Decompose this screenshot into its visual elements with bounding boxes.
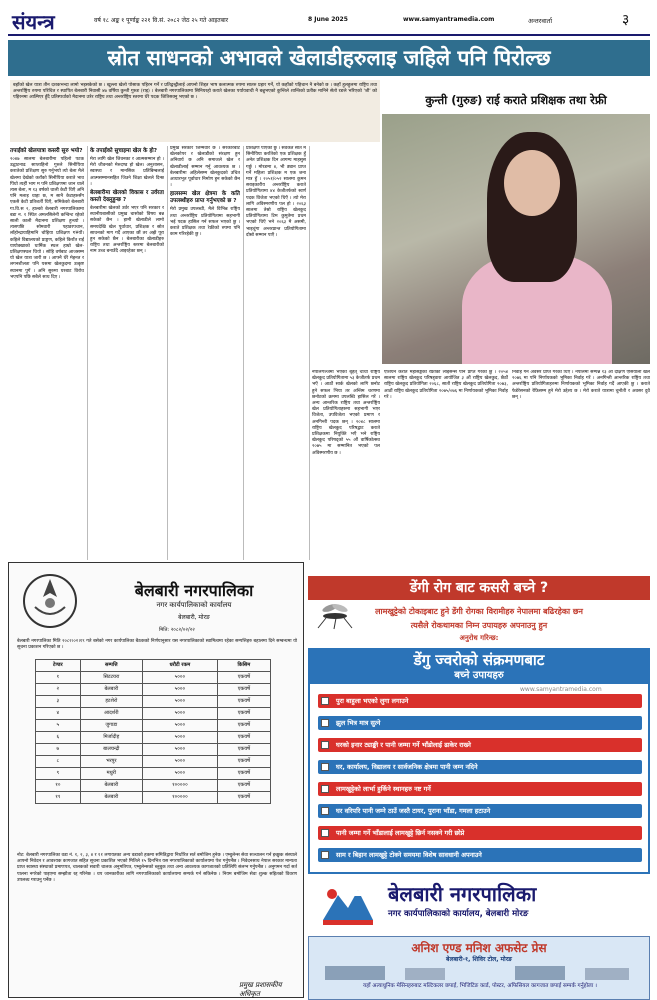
dengue-tip bbox=[318, 848, 642, 862]
table-cell: ६ bbox=[36, 732, 81, 744]
page-number: ३ bbox=[622, 12, 630, 28]
table-cell: बेलबारी bbox=[80, 792, 142, 804]
column-text: निर्वाह गर्ने अवसर प्राप्त गरेको थिएँ । नेपालमा सम्पन्न १३ औं दक्षिण एसियाली खेल २०७६ मा पनि निर्णायकको भूमिका निर्वाह गरें । अनगिन्ती आन्तरिक राष्ट्रिय तथा अन्तर्राष्ट्रिय प्रतियोगिताहरुमा निर्णायकको भूमिका निर्वाह गर्दै आएकी छु । कराते फेडेरेसनको रेफ्रिसम्म हुने मेरो उद्देश्य छ । मेरो कराते यात्रामा चुनौती र अवसर दुवै छन् । bbox=[512, 370, 650, 400]
table-cell: ८ bbox=[36, 756, 81, 768]
table-row bbox=[36, 756, 271, 768]
table-cell: भरपुर bbox=[80, 756, 142, 768]
table-cell: ५००० bbox=[142, 756, 217, 768]
belbari-banner-title: बेलबारी नगरपालिका bbox=[388, 882, 537, 906]
question-heading: बेलबारीमा खेलको विकास र उर्वरता कस्तो देख्नुहुन्छ ? bbox=[90, 190, 164, 204]
dengue-tip bbox=[318, 694, 642, 708]
photo-caption: कुन्ती (गुरुङ) राई कराते प्रशिक्षक तथा रेफ्री bbox=[425, 93, 607, 107]
belbari-banner-subtitle: नगर कार्यपालिकाको कार्यालय, बेलबारी मोरङ bbox=[388, 909, 529, 919]
interviewee-photo bbox=[382, 114, 650, 364]
table-cell: ५००० bbox=[142, 684, 217, 696]
dengue-request: अनुरोध गरिन्छ: bbox=[459, 634, 499, 642]
dengue-tip bbox=[318, 760, 642, 774]
dengue-tip-text: पानी जम्मा गर्ने भाँडालाई लामखुट्टे छिर्न नसक्ने गरी छोप्ने bbox=[336, 829, 465, 837]
checkbox-icon bbox=[321, 807, 329, 815]
table-cell: बेलबारी bbox=[80, 684, 142, 696]
table-cell: ५००० bbox=[142, 720, 217, 732]
table-cell: एकवर्षे bbox=[217, 756, 270, 768]
table-cell: एकवर्षे bbox=[217, 732, 270, 744]
checkbox-icon bbox=[321, 741, 329, 749]
table-header: टेण्डर bbox=[36, 660, 81, 672]
table-cell: ५००० bbox=[142, 696, 217, 708]
checkbox-icon bbox=[321, 697, 329, 705]
article-column-1 bbox=[10, 146, 84, 560]
checkbox-icon bbox=[321, 719, 329, 727]
notice-footer: नोट: बेलबारी नगरपालिका वडा नं. १, २, ३, ४ र ११ लगायतका अन्य वडाको हकमा समितिद्वारा निर्धारित सर्त बमोजिम हुनेछ । एम्बुलेन्स सेवा सञ्चालन गर्न इच्छुक संस्थाले आफ्नो निवेदन र आवश्यक कागजात सहित सूचना प्रकाशित भएको मितिले १५ दिनभित्र यस नगरपालिकाको कार्यालयमा पेश गर्नुपर्नेछ । निवेदनसाथ नेपाल सरकार मान्यता प्राप्त स्वास्थ्य संस्थाको प्रमाणपत्र, चालकको सवारी चालक अनुमतिपत्र, एम्बुलेन्सको ब्लुबुक तथा अन्य आवश्यक कागजातको प्रतिलिपि संलग्न गर्नुपर्नेछ । अनुगमन गर्दा सर्त पालना नगरेको पाइएमा सम्झौता रद्द गरिनेछ । थप जानकारीका लागि नगरपालिकाको कार्यालयमा सम्पर्क गर्न सकिनेछ । नियम बमोजिम सेवा शुल्क सहितको विवरण उपलब्ध गराउनु पर्नेछ । bbox=[17, 853, 297, 883]
table-cell: एकवर्षे bbox=[217, 744, 270, 756]
article-column-3 bbox=[170, 146, 240, 560]
printing-machine-icon bbox=[315, 964, 645, 981]
press-address: बेलबारी-१, शिविर टोल, मोरङ bbox=[446, 956, 512, 963]
dengue-tip bbox=[318, 804, 642, 818]
table-row bbox=[36, 768, 271, 780]
table-cell: ५००० bbox=[142, 768, 217, 780]
dengue-advice: त्यसैले रोकथामका निम्न उपायहरु अपनाउनु हुन bbox=[410, 621, 548, 630]
masthead bbox=[8, 6, 650, 36]
dengue-tip-text: लामखुट्टेको लार्भा हुर्किने स्थानहरु नष्ट गर्ने bbox=[336, 785, 431, 793]
table-row bbox=[36, 732, 271, 744]
question-heading: तपाईको खेलयात्रा कसरी सुरु भयो? bbox=[10, 148, 83, 154]
table-row bbox=[36, 792, 271, 804]
table-cell: मिर्जादीह bbox=[80, 732, 142, 744]
dengue-tip bbox=[318, 782, 642, 796]
checkbox-icon bbox=[321, 851, 329, 859]
notice-signature: प्रमुख प्रशासकीय अधिकृत bbox=[239, 981, 282, 998]
dengue-tip-text: झुल भित्र मात्र सुत्ने bbox=[336, 719, 381, 727]
notice-table bbox=[35, 659, 271, 804]
table-cell: एकवर्षे bbox=[217, 780, 270, 792]
dengue-tip-text: घर वरिपरि पानी जम्ने ठाउँ जस्तै टायर, पुराना भाँडा, गमला हटाउने bbox=[336, 807, 491, 815]
table-header: किसिम bbox=[217, 660, 270, 672]
dengue-tip-text: पुरा बाहुला भएको लुगा लगाउने bbox=[336, 697, 409, 705]
table-cell: १००००० bbox=[142, 780, 217, 792]
article-headline: स्रोत साधनको अभावले खेलाडीहरुलाइ जहिले पनि पिरोल्छ bbox=[8, 40, 650, 76]
table-cell: ५००० bbox=[142, 708, 217, 720]
checkbox-icon bbox=[321, 763, 329, 771]
table-cell: एकवर्षे bbox=[217, 684, 270, 696]
municipality-logo-icon bbox=[318, 880, 378, 930]
dengue-title: डेंगी रोग बाट कसरी बच्ने ? bbox=[308, 576, 650, 600]
municipality-notice bbox=[8, 562, 304, 998]
table-cell: ७ bbox=[36, 744, 81, 756]
dengue-tips-subtitle: बच्ने उपायहरु bbox=[454, 670, 504, 681]
column-text: २०४७ सालमा बेलबारीमा पहिलो पटक उद्घाटनाढ साप्ताहिनो गुरुले सिनीयिया करातेको प्रशिक्षण सुरु गर्नुभयो त्यो बेला मैले खेलमा देखेको कराँको सिनीयिया कराते भाव पिंधो त्यहीं भाग म पनि प्रशिक्षणमा जान थालें त्यस बेला, म १३ वर्षको थाली केटी थिएँ अनि पनि मलाइ थाहा छ, म सानै केटाहरुसँग एकसै केटी प्रतिशर्ती थिएँ, समिकेको बेलबारी गा.वि.स २, हाल्को बेलबारी नगरपालिकामा बडा न. १ स्थित अमलसिलेनी कन्विन्ट रहेको साली काली मैदानमा प्रशिक्षण हुन्थ्यो । त्यसपछि सोमवारी पहाडरपचान, लाँहोन्द्रायाहिमानि चोहिया प्रशिक्षण ग¥यौं। कहिले विद्यालयको प्राङ्गण, कहिले किराँत राई यायोक्खाको धार्मिक स्थल हाम्रो खेल-प्रशिक्षणस्थल थियो । सोहि वर्षबाट आजसम्म यो खेल यात्रा जारी छ । आफ्नै धेरै मेहनत र लगनशीलता पनि यसमा खेलकुदमा उत्कृष्ट स्थानमा पुगें । अनि सुरुमा घरबाट विरोध भएपनि पछि सबैले साथ दिए । bbox=[10, 157, 84, 280]
table-cell: १००००० bbox=[142, 792, 217, 804]
table-cell: मधुरी bbox=[80, 768, 142, 780]
table-cell: बालचन्द्री bbox=[80, 744, 142, 756]
table-cell: ५००० bbox=[142, 732, 217, 744]
press-title: अनिश एण्ड मनिश अफसेट प्रेस bbox=[411, 941, 547, 955]
table-cell: जुगाडा bbox=[80, 720, 142, 732]
table-cell: ५००० bbox=[142, 672, 217, 684]
dengue-tips-header bbox=[310, 650, 648, 684]
table-cell: आदर्शरी bbox=[80, 708, 142, 720]
article-column-5 bbox=[312, 370, 380, 560]
dengue-tips-title: डेंगु ज्वरोको संक्रमणबाट bbox=[413, 651, 545, 669]
table-cell: एकवर्षे bbox=[217, 768, 270, 780]
table-row bbox=[36, 672, 271, 684]
table-cell: ११ bbox=[36, 792, 81, 804]
column-text: बेलबारीमा खेलको उर्वर भएर पनि सरकार र स्थानीयबासीको प्रमुख चासोको विषय बन्न सकेको छैन । हामी खेलाडीले लामो समयदेखि खेल पूर्वाधार, प्रशिक्षक र स्रोत साधनको माग गर्दै आएका छौं तर अझै पूरा हुन सकेको छैन । बेलबारीका खेलाडीहरु राष्ट्रिय तथा अन्तर्राष्ट्रिय स्तरमा बेलबारीको नाम उच्च बनाउँदै आइरहेका छन् । bbox=[90, 206, 164, 255]
table-cell: ९ bbox=[36, 768, 81, 780]
column-text: प्रमुख सरकार जिम्मेवार छ । सरकारबाट खेलकोपर र खेलाडीको संरक्षण हुन अनिवार्य छ अनि समाजले खेल र खेलाडीलाई सम्मान गर्नु आवश्यक छ । बेलबारीमा अहिलेसम्म खेलकुदको उचित आधारभूत पूर्वाधार निर्माण हुन सकेको छैन । bbox=[170, 146, 240, 189]
article-column-6 bbox=[384, 370, 508, 560]
table-row bbox=[36, 744, 271, 756]
question-heading: हालसम्म खेल क्षेत्रमा के कति उपलब्धीहरु प्राप्त गर्नुभएको छ ? bbox=[170, 191, 240, 205]
checkbox-icon bbox=[321, 785, 329, 793]
table-cell: एकवर्षे bbox=[217, 696, 270, 708]
column-text: प्रशिक्षण पाएको छु । सर्वकत सात म सिनीयिया कराँतेको एक प्रशिक्षक हुँ अनेत प्रशिक्षक दिन आगम्य माहसुस गर्छु । मोरङमा ४, भी ड्यान प्राप्त गर्ने महिला प्रशिक्षक म एक जना मात्र हुँ । २०५१/०५२ सालमा कुमन सराइकारीय अन्तर्राष्ट्रिय कराते प्रतियोगितामा ४४ केजीतर्फको स्वर्ण पदक विजेता भएको थिएँ । त्यो मेरा लागि अविस्मरणीय पल हो । २०६३ सालमा तेस्रो राष्ट्रिय खेलकुद प्रतियोगितामा टिम कुमुतेमा प्रथम भएको थिएँ भने २०६३ मै असमी, भाइचुंगा अन्तरप्रान्त प्रतियोगितामा दोस्रो सम्मान पाएँ । bbox=[246, 146, 306, 238]
dengue-warning: लामखुट्टेको टोकाइबाट हुने डेंगी रोगका विरामीहरु नेपालमा बढिरहेका छन bbox=[375, 607, 583, 616]
issue-info: वर्ष १८ अङ्क १ पूर्णाङ्क २२१ वि.सं. २०८२ जेठ २५ गते आइतबार bbox=[94, 17, 229, 24]
table-cell: एकवर्षे bbox=[217, 792, 270, 804]
dengue-tip bbox=[318, 716, 642, 730]
newspaper-logo: संयन्त्र bbox=[12, 10, 55, 34]
dengue-tip-text: साम र बिहान लामखुट्टे टोक्ने समयमा विशेष सावधानी अपनाउने bbox=[336, 851, 482, 859]
table-cell: एकवर्षे bbox=[217, 672, 270, 684]
article-intro bbox=[10, 80, 380, 142]
issue-date: 8 June 2025 bbox=[308, 16, 348, 23]
table-cell: एकवर्षे bbox=[217, 720, 270, 732]
dengue-tip bbox=[318, 738, 642, 752]
watermark-site: www.samyantramedia.com bbox=[520, 686, 602, 693]
notice-date: मिति: २०८२/०२/२२ bbox=[159, 627, 195, 633]
notice-intro: बेलबारी नगरपालिका मिति २०८२।०२।१९ गते बसेको नगर कार्यपालिका बैठकको निर्णयानुसार यस नगरपालिकाको स्वामित्वमा रहेका सम्पत्तिहरु बहालमा दिने सम्बन्धमा यो सूचना प्रकाशन गरिएको छ । bbox=[17, 639, 297, 651]
table-row bbox=[36, 780, 271, 792]
dengue-tip-text: घरको इनार ट्याङ्की र पानी जम्मा गर्ने भाँडोलाई ढाकेर राख्ने bbox=[336, 741, 471, 749]
table-cell: १ bbox=[36, 672, 81, 684]
table-row bbox=[36, 684, 271, 696]
article-column-2 bbox=[90, 146, 164, 560]
table-row bbox=[36, 696, 271, 708]
checkbox-icon bbox=[321, 829, 329, 837]
column-text: मेरो प्रमुख उपलब्धी, मैले विभिन्न राष्ट्रिय तथा अन्तर्राष्ट्रिय प्रतियोगितामा सहभागी भई पदक हासिल गर्न सफल भएको छु । कराते प्रशिक्षक तथा रेफ्रीको रुपमा पनि काम गरिरहेकी छु । bbox=[170, 207, 240, 238]
notice-office: नगर कार्यपालिकाको कार्यालय bbox=[156, 601, 232, 609]
table-cell: ४ bbox=[36, 708, 81, 720]
nepal-emblem-icon bbox=[21, 571, 79, 631]
table-row bbox=[36, 708, 271, 720]
table-cell: सिटटयरा bbox=[80, 672, 142, 684]
article-column-4 bbox=[246, 146, 306, 560]
table-cell: १० bbox=[36, 780, 81, 792]
table-header: सम्पत्ति bbox=[80, 660, 142, 672]
column-text: मेरा लागि खेल जिवनका र आत्मसम्मान हो । मेरो जीवनको मेरुदण्ड हो खेल। अनुशासन, स्वास्थ्य र मानसिक प्रतिबिम्बलाई आत्मसम्मानसहित जिउने शिक्षा खेलले दिन्छ । bbox=[90, 157, 164, 187]
dengue-tip bbox=[318, 826, 642, 840]
column-text: नेपालगञ्जमा भएको बृहत् चौथो राष्ट्रिय खेलकुद प्रतियोगितामा ५३ केजीतर्फ प्रथम भएँ । आठौं सार्क खेलको लागि छनोट हुने सफल भिया तर अन्तिम चरणमा छनोटको क्रममा उपलब्धि हासिल गरें । अन्य आन्तरिक राष्ट्रिय तथा अन्तर्राष्ट्रिय खेल प्रतियोगिताहरुमा सहभागी भएर विजेता, उपविजेता भएको प्रमाण र अनगिन्ती पदक छन् । २०४८ सालमा राष्ट्रिय खेलकुद परिषद्बाट कराते प्रशिक्षकमा नियुक्ति भएँ भने राष्ट्रिय खेलकुद परिषद्को ५५ औं वार्षिकोत्सव २०७५ मा सम्मानित भएको पल अविस्मरणीय छ । bbox=[312, 370, 380, 456]
website-link[interactable]: www.samyantramedia.com bbox=[403, 16, 495, 23]
press-advertisement bbox=[308, 936, 650, 1000]
table-cell: एकवर्षे bbox=[217, 708, 270, 720]
press-description: यहाँ अत्याधुनिक मेसिनहरुबाट मल्टिकलर छपाई, भिजिटिङ कार्ड, पोस्टर, अफिसियल कागजात छपाई सम्पर्क गर्नुहोला । bbox=[363, 983, 597, 989]
question-heading: के तपाईको सुचाइमा खेल के हो? bbox=[90, 148, 157, 154]
section-name: अन्तरवार्ता bbox=[528, 17, 553, 25]
column-text: एशियन कराते महासङ्घको रेफ्रीको लाइसेन्स पनि प्राप्त गरेको छु । २०५४ सालमा राष्ट्रिय खेलकुद परिषद्द्वारा आयोजित ३ औं राष्ट्रिय खेलकुद, छैठौं राष्ट्रिय खेलकुद प्रतियोगिता २०६८, सातौं राष्ट्रिय खेलकुद प्रतियोगिता २०७३, आठौं राष्ट्रिय खेलकुद प्रतियोगिता २०७५/०७६ मा निर्णायकको भूमिका निर्वाह गरें । bbox=[384, 370, 508, 400]
notice-location: बेलबारी, मोरङ bbox=[178, 614, 210, 621]
notice-title: बेलबारी नगरपालिका bbox=[134, 581, 254, 600]
table-cell: २ bbox=[36, 684, 81, 696]
article-column-7 bbox=[512, 370, 650, 560]
dengue-tips-box bbox=[308, 648, 650, 874]
dengue-awareness-ad bbox=[308, 562, 650, 1000]
table-cell: ५ bbox=[36, 720, 81, 732]
dengue-tip-text: घर, कार्यालय, विद्यालय र सार्वजनिक क्षेत्रमा पानी जम्न नदिने bbox=[336, 763, 478, 771]
table-header: धरौटी रकम bbox=[142, 660, 217, 672]
table-row bbox=[36, 720, 271, 732]
table-cell: हटशेरो bbox=[80, 696, 142, 708]
belbari-banner bbox=[308, 878, 650, 934]
table-cell: ३ bbox=[36, 696, 81, 708]
article-intro-text: बहाँको खेल यात्रा तीन दशकभन्दा लामो भइसकेको छ । खुल्ला खेलो पोसाक पहिरन गर्ने र प्रतिद्वन्द्वीलाई आफ्नो शिद्दत भाष कलात्मक रुपमा सातरु प्रहार गर्ने, यो कहाँको पहिचान नै बनेको छ । कहाँ हुलहुलमा राष्ट्रिय तथा अन्तर्राष्ट्रिय रुपमा परिचित र स्थापित बेलबारी निवासी ४७ वर्षिया कुन्ती गुरुङ (राइ) । बेलबारी नगरपालिकामा सिनियरहो कराते खेलका पर्यायवाची नै बन्नुभएको कुन्तिले शान्तिको प्रतीक मानिने सेतो रङले भरिएको 'जी' को पहिरनमा आत्मिएर हुँदै प्रतिस्पर्धाको मैदानमा उत्रेर राष्ट्रिय तथा अन्तर्राष्ट्रिय स्तरमा धेरै पदक जितिसक्नु भएको छ । bbox=[13, 83, 377, 101]
table-cell: ५००० bbox=[142, 744, 217, 756]
table-cell: बेलबारी bbox=[80, 780, 142, 792]
